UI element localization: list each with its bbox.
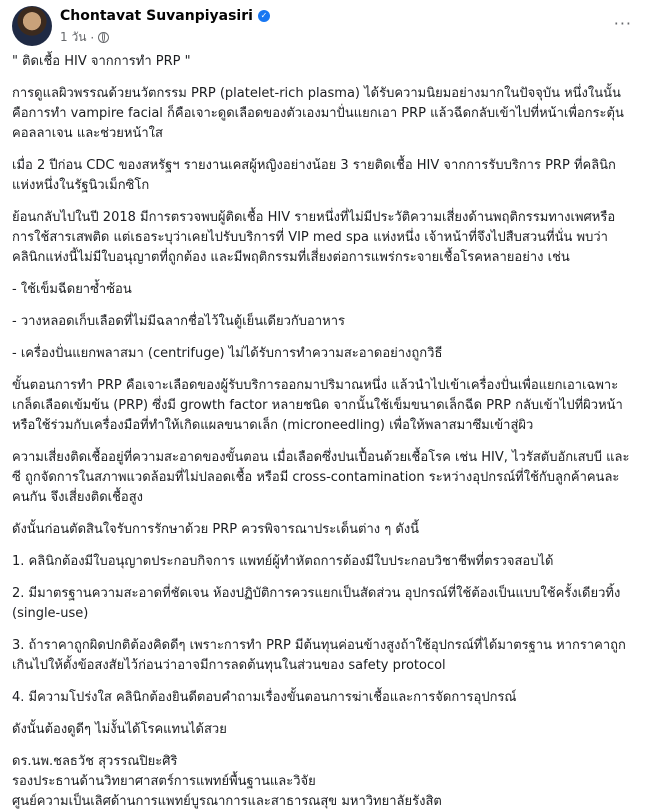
post-paragraph-6: ดังนั้นก่อนตัดสินใจรับการรักษาด้วย PRP ควรพิจารณาประเด็นต่าง ๆ ดังนี้	[12, 522, 420, 537]
post-paragraph-3: ย้อนกลับไปในปี 2018 มีการตรวจพบผู้ติดเชื้อ HIV รายหนึ่งที่ไม่มีประวัติความเสี่ยงด้านพฤติกรรมทางเพศหรือการใช้สารเสพติด แต่เธอระบุว่าเคยไปรับบริการที่ VIP med spa แห่งหนึ่ง เจ้าหน้าที่จึงไปสืบสวนที่นั่น พบว่าคลินิกแห่งนี้ไม่มีใบอนุญาตที่ถูกต้อง และมีพฤติกรรมที่เสี่ยงต่อการแพร่กระจายเชื้อโรคหลายอย่าง เช่น	[12, 210, 616, 265]
verified-badge-icon: ✓	[258, 10, 270, 22]
more-options-icon[interactable]: ···	[613, 14, 632, 33]
post-meta	[60, 28, 109, 47]
author-name[interactable]: Chontavat Suvanpiyasiri	[60, 8, 253, 24]
post-paragraph-4: ขั้นตอนการทำ PRP คือเจาะเลือดของผู้รับบริการออกมาปริมาณหนึ่ง แล้วนำไปเข้าเครื่องปั่นเพื่อแยกเอาเฉพาะเกล็ดเลือดเข้มข้น (PRP) ซึ่งมี growth factor หลายชนิด จากนั้นใช้เข็มขนาดเล็กฉีด PRP กลับเข้าไปที่ผิวหน้า หรือใช้ร่วมกับเครื่องมือที่ทำให้เกิดแผลขนาดเล็ก (microneedling) เพื่อให้พลาสมาซึมเข้าสู่ผิว	[12, 378, 623, 433]
bullet-item: - ใช้เข็มฉีดยาซ้ำซ้อน	[12, 282, 132, 297]
signature-name: ดร.นพ.ชลธวัช สุวรรณปิยะศิริ	[12, 754, 178, 769]
numbered-item: 1. คลินิกต้องมีใบอนุญาตประกอบกิจการ แพทย์ผู้ทำหัตถการต้องมีใบประกอบวิชาชีพที่ตรวจสอบได้	[12, 554, 554, 569]
post-paragraph-2: เมื่อ 2 ปีก่อน CDC ของสหรัฐฯ รายงานเคสผู้หญิงอย่างน้อย 3 รายติดเชื้อ HIV จากการรับบริการ PRP ที่คลินิกแห่งหนึ่งในรัฐนิวเม็กซิโก	[12, 158, 616, 193]
bullet-item: - วางหลอดเก็บเลือดที่ไม่มีฉลากชื่อไว้ในตู้เย็นเดียวกับอาหาร	[12, 314, 345, 329]
post-header	[12, 6, 634, 46]
post-time[interactable]: 1 วัน	[60, 30, 87, 44]
globe-icon[interactable]	[98, 32, 109, 43]
post-paragraph-1: การดูแลผิวพรรณด้วยนวัตกรรม PRP (platelet-rich plasma) ได้รับความนิยมอย่างมากในปัจจุบัน หนึ่งในนั้นคือการทำ vampire facial ก็คือเจาะดูดเลือดของตัวเองมาปั่นแยกเอา PRP แล้วฉีดกลับเข้าไปที่หน้าเพื่อกระตุ้นคอลลาเจน และช่วยหน้าใส	[12, 86, 624, 141]
meta-separator: ·	[90, 30, 95, 45]
signature-role: รองประธานด้านวิทยาศาสตร์การแพทย์พื้นฐานและวิจัย	[12, 774, 316, 789]
numbered-item: 2. มีมาตรฐานความสะอาดที่ชัดเจน ห้องปฏิบัติการควรแยกเป็นสัดส่วน อุปกรณ์ที่ใช้ต้องเป็นแบบใช้ครั้งเดียวทิ้ง (single-use)	[12, 586, 621, 621]
post-paragraph-5: ความเสี่ยงติดเชื้ออยู่ที่ความสะอาดของขั้นตอน เมื่อเลือดซึ่งปนเปื้อนด้วยเชื้อโรค เช่น HIV, ไวรัสตับอักเสบบี และซี ถูกจัดการในสภาพแวดล้อมที่ไม่ปลอดเชื้อ หรือมี cross-contamination ระหว่างอุปกรณ์ที่ใช้กับลูกค้าคนละคนกัน จึงเสี่ยงติดเชื้อสูง	[12, 450, 630, 505]
numbered-item: 4. มีความโปร่งใส คลินิกต้องยินดีตอบคำถามเรื่องขั้นตอนการฆ่าเชื้อและการจัดการอุปกรณ์	[12, 690, 517, 705]
numbered-item: 3. ถ้าราคาถูกผิดปกติต้องคิดดีๆ เพราะการทำ PRP มีต้นทุนค่อนข้างสูงถ้าใช้อุปกรณ์ที่ได้มาตรฐาน หากราคาถูกเกินไปให้ตั้งข้อสงสัยไว้ก่อนว่าอาจมีการลดต้นทุนในส่วนของ safety protocol	[12, 638, 626, 673]
post-body	[12, 52, 632, 812]
closing-line: ดังนั้นต้องดูดีๆ ไม่งั้นได้โรคแทนได้สวย	[12, 722, 227, 737]
post-title: " ติดเชื้อ HIV จากการทำ PRP "	[12, 54, 191, 69]
signature	[12, 752, 632, 812]
author-row	[60, 8, 270, 24]
author-avatar[interactable]	[12, 6, 52, 46]
signature-org: ศูนย์ความเป็นเลิศด้านการแพทย์บูรณาการและสาธารณสุข มหาวิทยาลัยรังสิต	[12, 794, 442, 809]
bullet-item: - เครื่องปั่นแยกพลาสมา (centrifuge) ไม่ได้รับการทำความสะอาดอย่างถูกวิธี	[12, 346, 443, 361]
